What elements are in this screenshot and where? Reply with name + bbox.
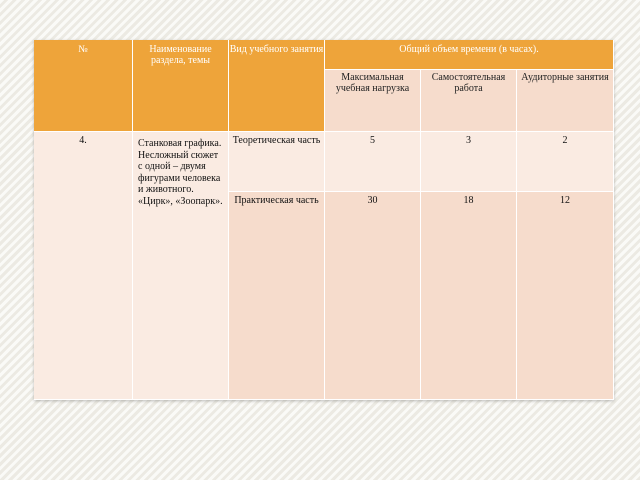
theory-label: Теоретическая часть bbox=[229, 132, 325, 192]
theory-max-load: 5 bbox=[325, 132, 421, 192]
header-number: № bbox=[34, 40, 133, 132]
subheader-classroom: Аудиторные занятия bbox=[517, 70, 614, 132]
practice-max-load: 30 bbox=[325, 192, 421, 400]
header-section: Наименование раздела, темы bbox=[133, 40, 229, 132]
theory-classroom: 2 bbox=[517, 132, 614, 192]
header-total-time: Общий объем времени (в часах). bbox=[325, 40, 614, 70]
row-number: 4. bbox=[34, 132, 133, 400]
subheader-max-load: Максимальная учебная нагрузка bbox=[325, 70, 421, 132]
practice-label: Практическая часть bbox=[229, 192, 325, 400]
schedule-table bbox=[34, 40, 614, 400]
subheader-self-work: Самостоятельная работа bbox=[421, 70, 517, 132]
practice-classroom: 12 bbox=[517, 192, 614, 400]
header-lesson-type: Вид учебного занятия bbox=[229, 40, 325, 132]
theory-self-work: 3 bbox=[421, 132, 517, 192]
practice-self-work: 18 bbox=[421, 192, 517, 400]
row-topic: Станковая графика. Несложный сюжет с одной – двумя фигурами человека и животного. «Цирк», «Зоопарк». bbox=[133, 132, 229, 400]
